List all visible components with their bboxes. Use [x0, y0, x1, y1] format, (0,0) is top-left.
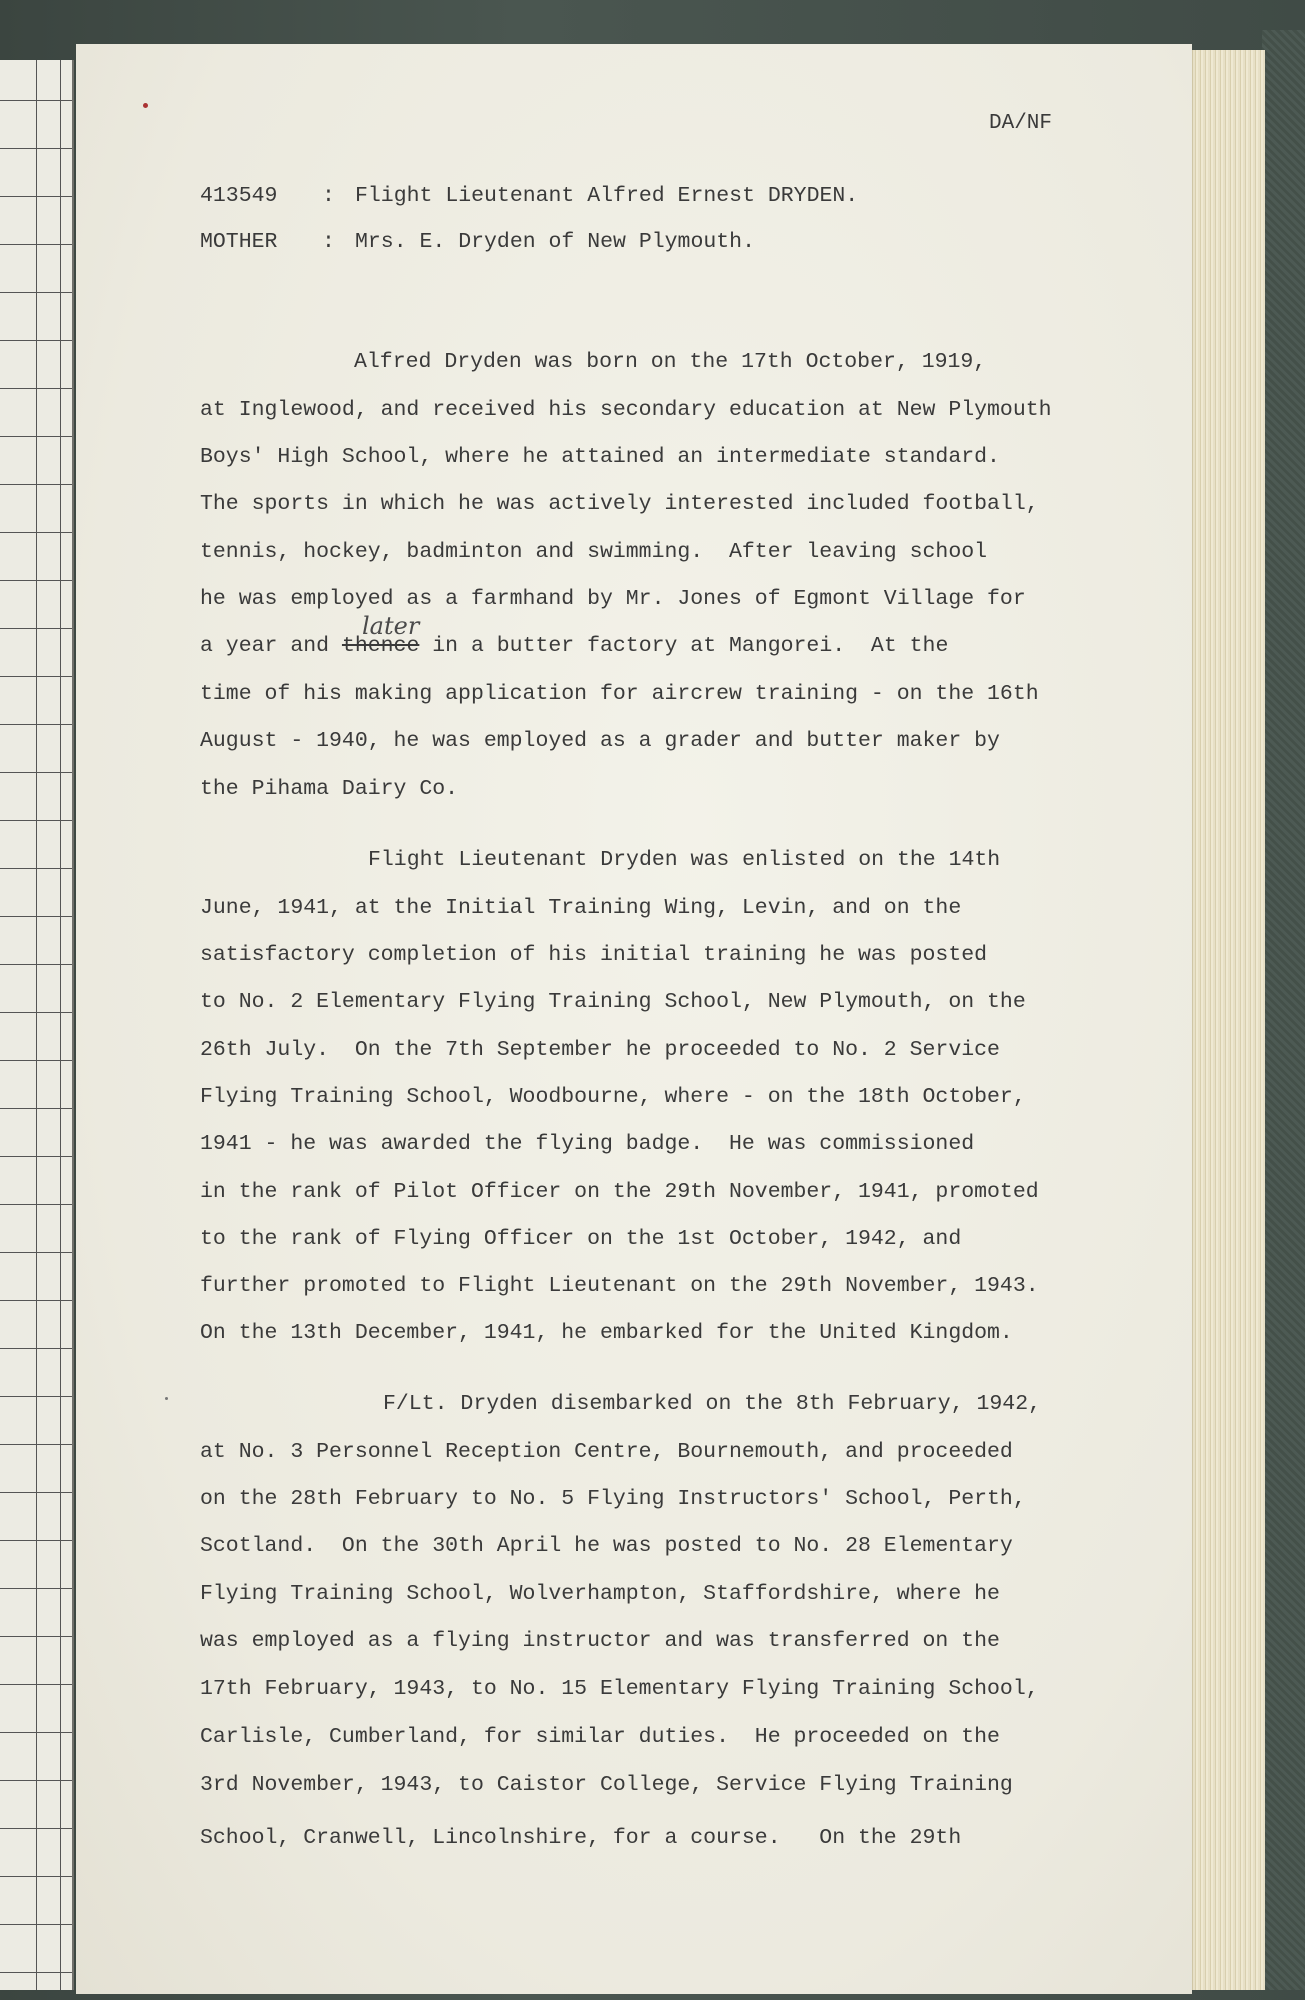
ledger-rule	[0, 244, 72, 245]
text-line: the Pihama Dairy Co.	[200, 777, 459, 801]
text-line: satisfactory completion of his initial training he was posted	[200, 943, 988, 967]
ledger-rule	[0, 1348, 72, 1349]
ledger-rule	[0, 100, 72, 101]
file-reference: DA/NF	[989, 112, 1053, 135]
ledger-rule	[0, 436, 72, 437]
ledger-rule	[36, 60, 37, 1990]
ledger-rule	[0, 196, 72, 197]
text-line: The sports in which he was actively interested included football,	[200, 492, 1039, 516]
text-line: time of his making application for aircrew training - on the 16th	[200, 682, 1039, 706]
ledger-rule	[0, 1972, 72, 1973]
text-line: 17th February, 1943, to No. 15 Elementary Flying Training School,	[200, 1677, 1039, 1701]
ledger-rule	[0, 1684, 72, 1685]
ledger-rule	[0, 580, 72, 581]
text-line: Carlisle, Cumberland, for similar duties. He proceeded on the	[200, 1725, 1000, 1749]
text-line: 26th July. On the 7th September he proceeded to No. 2 Service	[200, 1038, 1000, 1062]
ledger-rule	[0, 1252, 72, 1253]
ledger-rule	[0, 148, 72, 149]
ledger-rule	[0, 964, 72, 965]
ledger-rule	[0, 724, 72, 725]
ledger-rule	[0, 388, 72, 389]
ink-mark	[143, 103, 148, 108]
officer-name: Flight Lieutenant Alfred Ernest DRYDEN.	[355, 184, 859, 208]
document-page	[76, 44, 1192, 1994]
book-cover-edge	[1262, 30, 1305, 1990]
page-edges	[1192, 50, 1265, 1990]
text-segment: a year and	[200, 634, 342, 658]
text-line: Flying Training School, Woodbourne, where - on the 18th October,	[200, 1085, 1026, 1109]
text-line: on the 28th February to No. 5 Flying Instructors' School, Perth,	[200, 1487, 1026, 1511]
facing-ledger-page	[0, 60, 74, 1990]
text-line: at No. 3 Personnel Reception Centre, Bournemouth, and proceeded	[200, 1440, 1013, 1464]
text-line: tennis, hockey, badminton and swimming. After leaving school	[200, 540, 988, 564]
text-line: August - 1940, he was employed as a grader and butter maker by	[200, 729, 1000, 753]
ledger-rule	[0, 1828, 72, 1829]
ledger-rule	[0, 1540, 72, 1541]
ledger-rule	[0, 1924, 72, 1925]
text-line: to the rank of Flying Officer on the 1st October, 1942, and	[200, 1227, 962, 1251]
ledger-rule	[0, 1588, 72, 1589]
ledger-rule	[0, 484, 72, 485]
text-line	[200, 634, 948, 658]
text-line: June, 1941, at the Initial Training Wing, Levin, and on the	[200, 896, 962, 920]
ledger-rule	[0, 1876, 72, 1877]
text-line: in the rank of Pilot Officer on the 29th November, 1941, promoted	[200, 1180, 1039, 1204]
ledger-rule	[0, 1156, 72, 1157]
text-line: Scotland. On the 30th April he was posted to No. 28 Elementary	[200, 1534, 1013, 1558]
text-line: Flight Lieutenant Dryden was enlisted on the 14th	[368, 848, 1001, 872]
colon: :	[322, 230, 335, 254]
text-line: 3rd November, 1943, to Caistor College, Service Flying Training	[200, 1773, 1013, 1797]
ledger-rule	[0, 532, 72, 533]
ledger-rule	[0, 1780, 72, 1781]
ledger-rule	[0, 772, 72, 773]
text-line: further promoted to Flight Lieutenant on the 29th November, 1943.	[200, 1274, 1039, 1298]
handwritten-correction: later	[362, 612, 420, 640]
text-line: at Inglewood, and received his secondary education at New Plymouth	[200, 398, 1052, 422]
service-number: 413549	[200, 184, 278, 208]
ledger-rule	[0, 292, 72, 293]
ledger-rule	[0, 1636, 72, 1637]
ledger-rule	[0, 1732, 72, 1733]
text-line: Alfred Dryden was born on the 17th October, 1919,	[354, 350, 987, 374]
ink-mark	[165, 1397, 168, 1400]
ledger-rule	[0, 1300, 72, 1301]
colon: :	[322, 184, 335, 208]
text-line: was employed as a flying instructor and was transferred on the	[200, 1629, 1000, 1653]
ledger-rule	[0, 868, 72, 869]
text-segment: in a butter factory at Mangorei. At the	[419, 634, 949, 658]
text-line: F/Lt. Dryden disembarked on the 8th February, 1942,	[383, 1392, 1042, 1416]
ledger-rule	[0, 1108, 72, 1109]
ledger-rule	[0, 1444, 72, 1445]
text-line: Boys' High School, where he attained an intermediate standard.	[200, 445, 1000, 469]
text-line: On the 13th December, 1941, he embarked for the United Kingdom.	[200, 1321, 1013, 1345]
text-line: to No. 2 Elementary Flying Training School, New Plymouth, on the	[200, 990, 1026, 1014]
ledger-rule	[0, 1492, 72, 1493]
ledger-rule	[0, 676, 72, 677]
text-line: he was employed as a farmhand by Mr. Jones of Egmont Village for	[200, 587, 1026, 611]
text-line: 1941 - he was awarded the flying badge. He was commissioned	[200, 1132, 975, 1156]
ledger-rule	[0, 1396, 72, 1397]
text-line: School, Cranwell, Lincolnshire, for a course. On the 29th	[200, 1826, 962, 1850]
mother-name: Mrs. E. Dryden of New Plymouth.	[355, 230, 755, 254]
ledger-rule	[0, 1204, 72, 1205]
text-line: Flying Training School, Wolverhampton, Staffordshire, where he	[200, 1582, 1000, 1606]
ledger-rule	[0, 1012, 72, 1013]
mother-label: MOTHER	[200, 230, 278, 254]
ledger-rule	[0, 1060, 72, 1061]
ledger-rule	[60, 60, 61, 1990]
ledger-rule	[0, 916, 72, 917]
struck-word: thence	[341, 634, 420, 658]
ledger-rule	[0, 820, 72, 821]
ledger-rule	[0, 628, 72, 629]
ledger-rule	[0, 340, 72, 341]
